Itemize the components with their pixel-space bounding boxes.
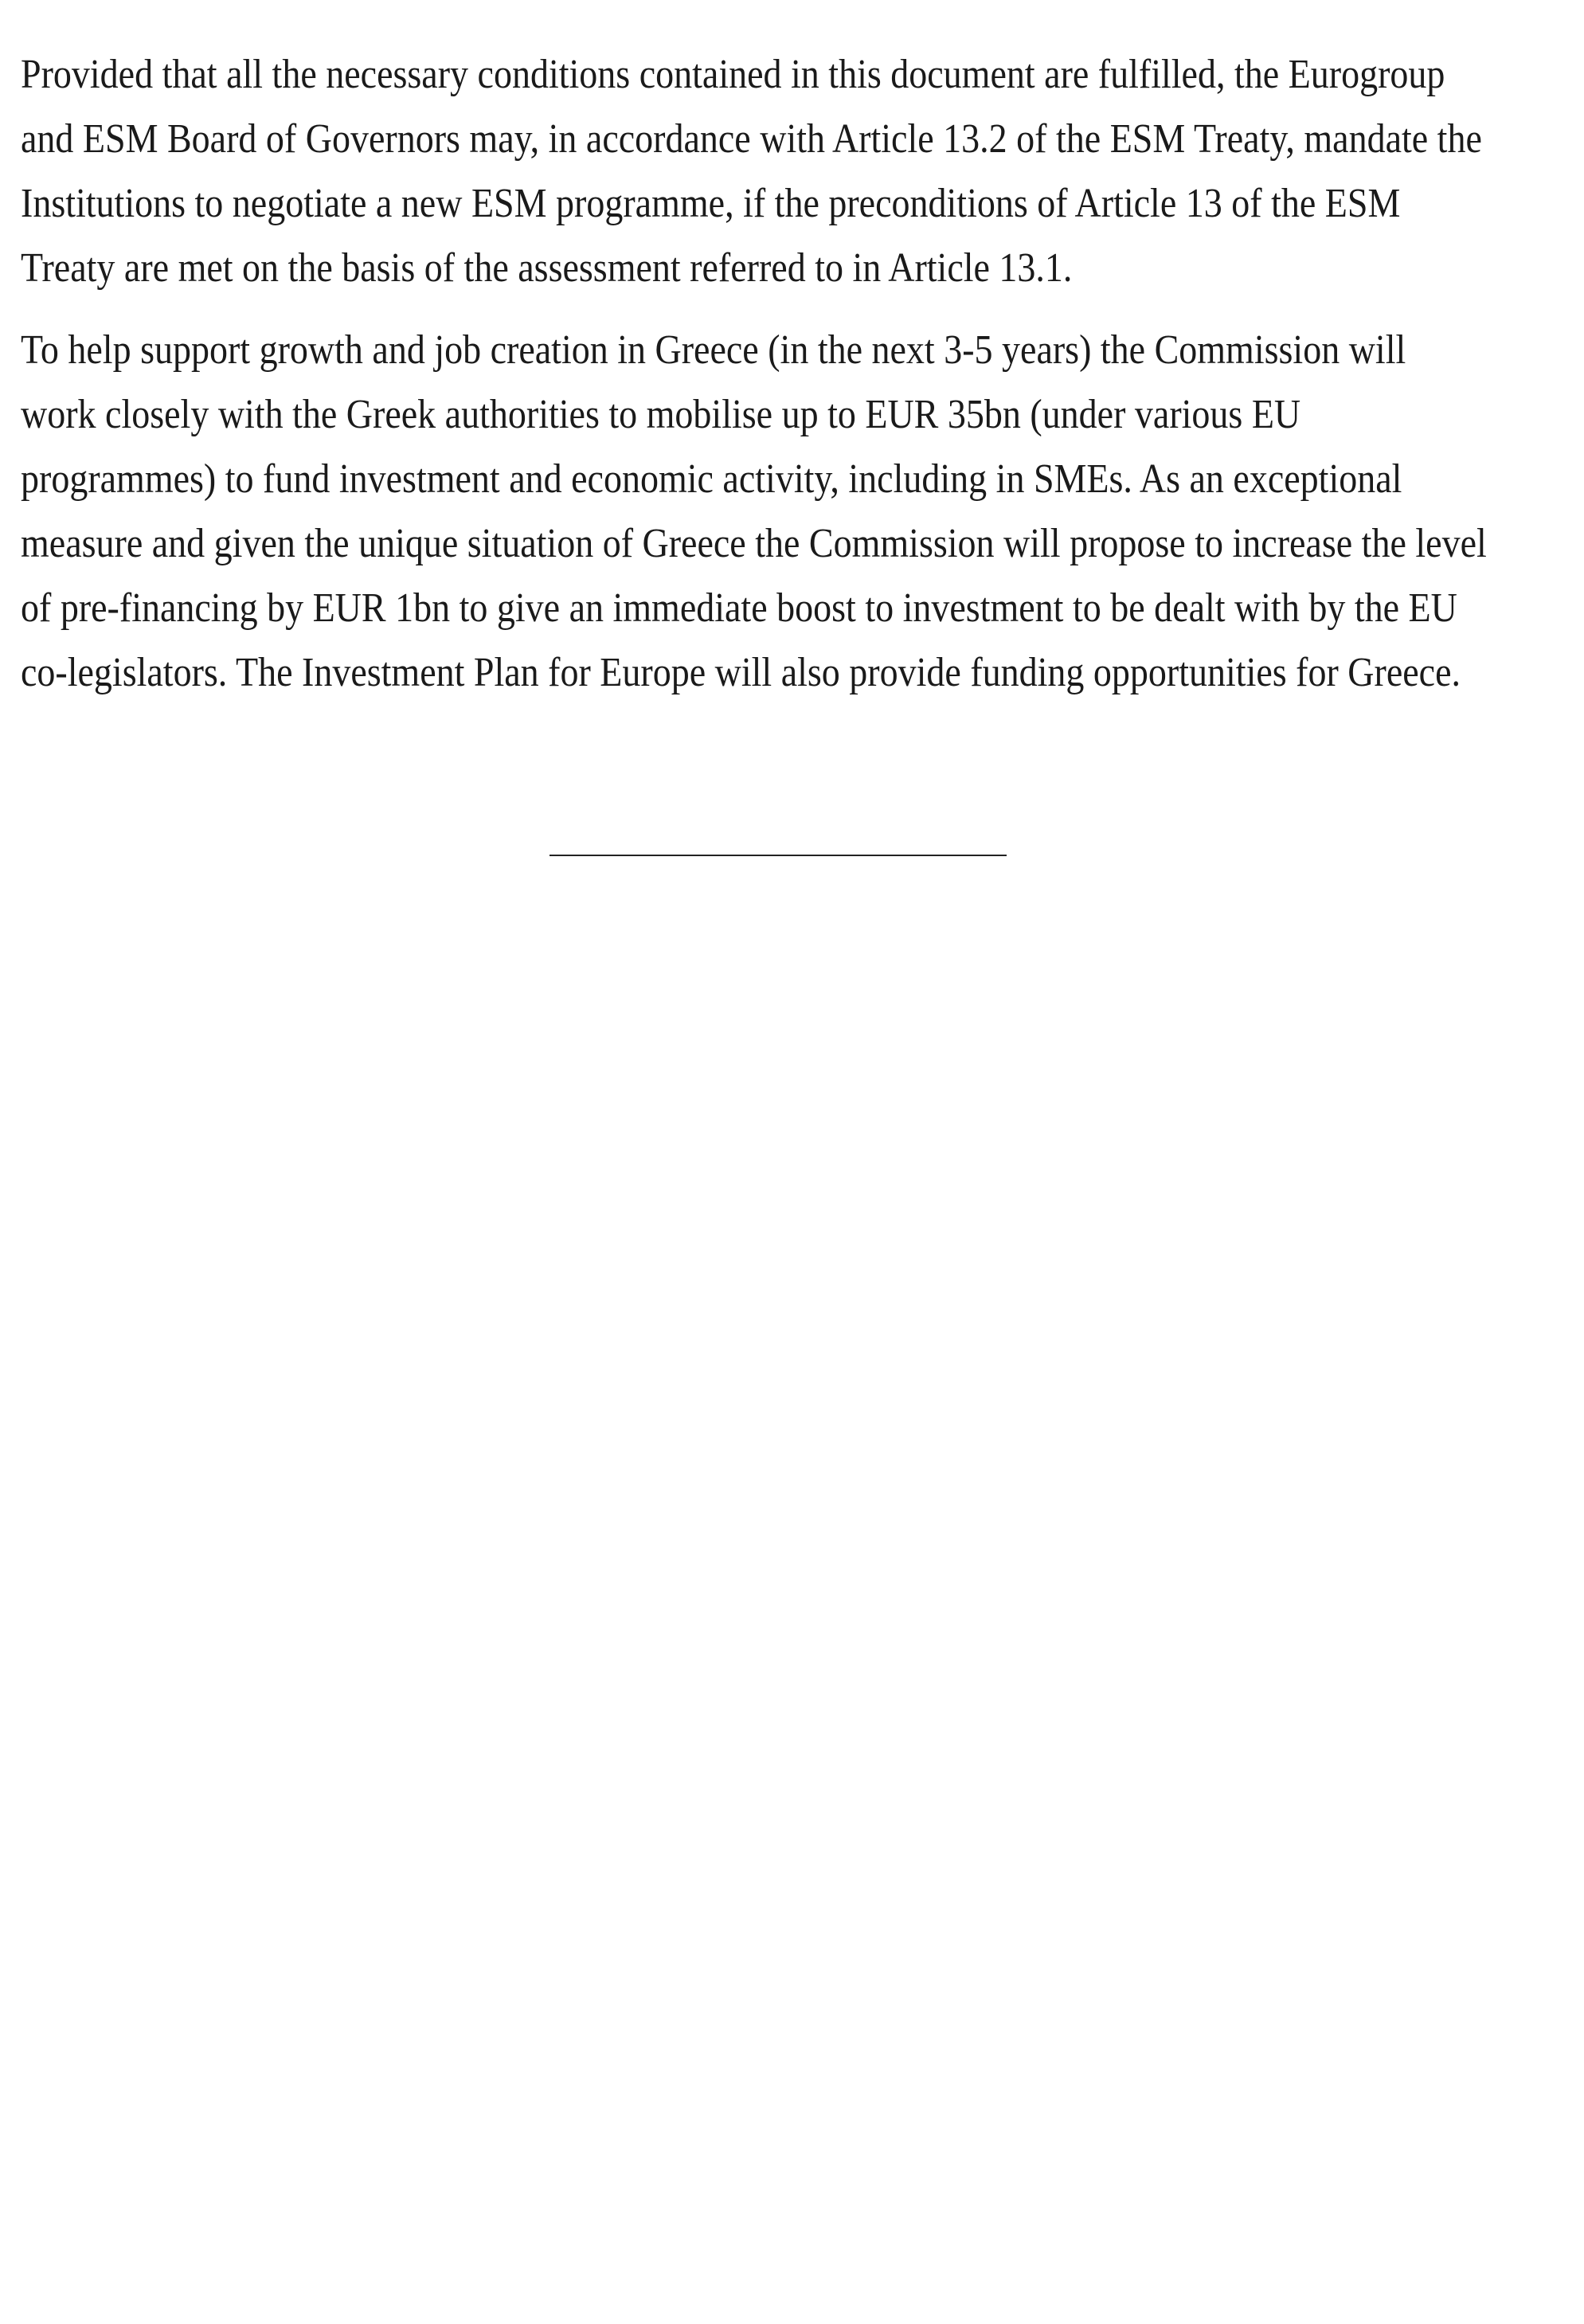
text-line: Institutions to negotiate a new ESM programme, if the preconditions of Article 13 of the ESM: [21, 179, 1401, 226]
paragraph-esm-mandate: [21, 41, 1566, 299]
text-line: To help support growth and job creation in Greece (in the next 3-5 years) the Commission will: [21, 326, 1406, 373]
text-line: work closely with the Greek authorities to mobilise up to EUR 35bn (under various EU: [21, 390, 1301, 437]
document-body: [21, 41, 1566, 722]
text-line: programmes) to fund investment and economic activity, including in SMEs. As an exceptional: [21, 455, 1402, 502]
text-line: measure and given the unique situation of Greece the Commission will propose to increase the level: [21, 519, 1487, 566]
end-divider: [550, 855, 1007, 856]
text-line: Treaty are met on the basis of the assessment referred to in Article 13.1.: [21, 244, 1073, 291]
text-line: of pre-financing by EUR 1bn to give an immediate boost to investment to be dealt with by the EU: [21, 584, 1457, 631]
paragraph-growth-support: [21, 317, 1566, 704]
text-line: co-legislators. The Investment Plan for Europe will also provide funding opportunities for Greece.: [21, 648, 1461, 695]
text-line: and ESM Board of Governors may, in accordance with Article 13.2 of the ESM Treaty, mandate the: [21, 115, 1482, 162]
text-line: Provided that all the necessary conditions contained in this document are fulfilled, the Eurogroup: [21, 50, 1445, 97]
